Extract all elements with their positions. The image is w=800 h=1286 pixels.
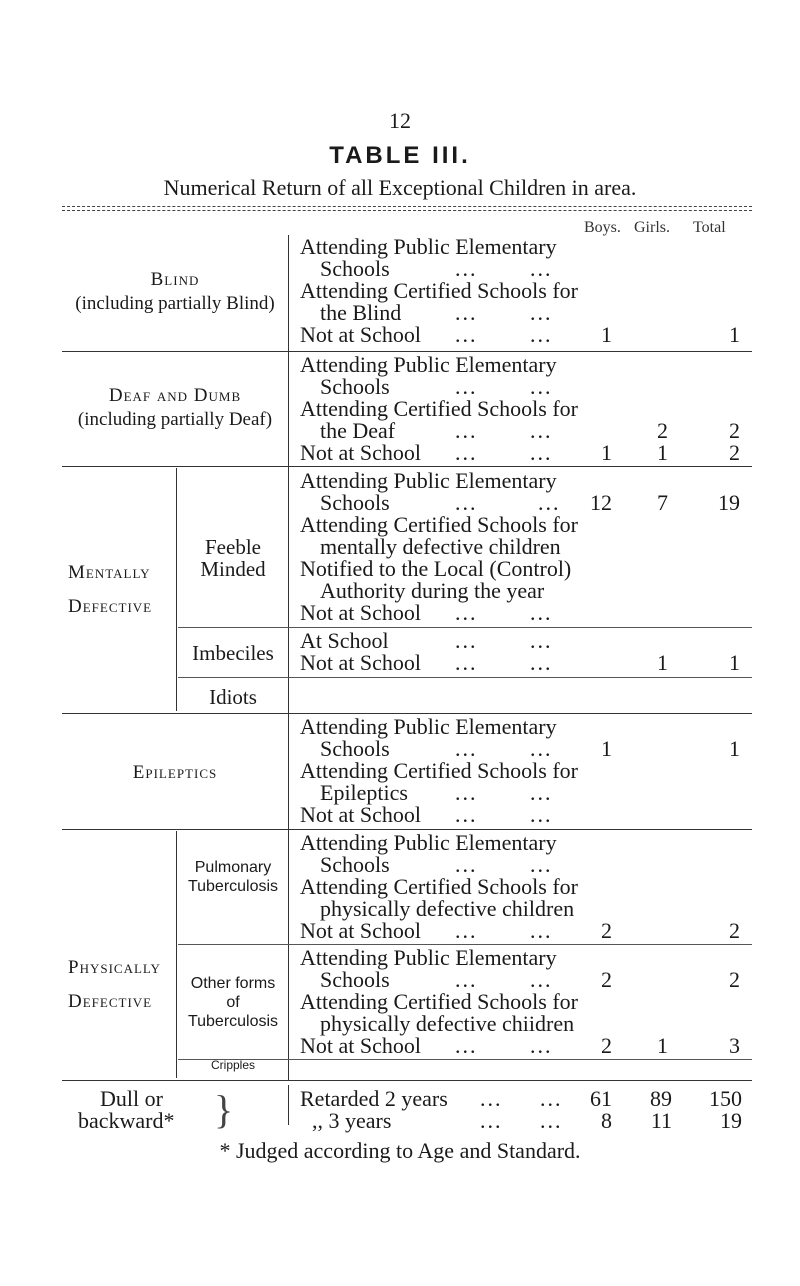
feeble-row-3-label-b: Authority during the year: [320, 578, 545, 603]
pulmonary-row-1-label-a: Attending Public Elementary: [300, 830, 557, 855]
leader-dots: ...: [455, 628, 478, 653]
category-epileptics: Epileptics: [132, 762, 218, 783]
leader-dots: ...: [530, 918, 553, 943]
leader-dots: ...: [530, 440, 553, 465]
other-tb-row-1-label-a: Attending Public Elementary: [300, 945, 557, 970]
dull-row-1-girls: 89: [650, 1086, 672, 1111]
pulmonary-label-line2: Tuberculosis: [187, 878, 279, 895]
leader-dots: ...: [455, 802, 478, 827]
leader-dots: ...: [530, 650, 553, 675]
leader-dots: ...: [455, 967, 478, 992]
deaf-row-2-label-b: the Deaf: [320, 418, 396, 443]
mentally-sub-divider: [176, 468, 177, 711]
deaf-row-3-boys: 1: [601, 440, 612, 465]
epileptics-row-2-label-b: Epileptics: [320, 780, 408, 805]
other-tb-row-3-label: Not at School: [300, 1033, 421, 1058]
leader-dots: ...: [455, 780, 478, 805]
feeble-row-1-label-b: Schools: [320, 490, 390, 515]
leader-dots: ...: [455, 374, 478, 399]
cripples-label-line1: Cripples: [210, 1058, 255, 1072]
other-tb-row-1-label-b: Schools: [320, 967, 390, 992]
category-blind-note: (including partially Blind): [75, 293, 275, 314]
blind-row-2-label-a: Attending Certified Schools for: [300, 278, 579, 303]
pulmonary-row-3-label: Not at School: [300, 918, 421, 943]
footnote: * Judged according to Age and Standard.: [219, 1138, 581, 1163]
other-tb-label-line2: of: [226, 994, 240, 1011]
blind-row-3-total: 1: [729, 322, 740, 347]
feeble-row-1-girls: 7: [657, 490, 668, 515]
blind-row-2-label-b: the Blind: [320, 300, 402, 325]
leader-dots: ...: [455, 1033, 478, 1058]
deaf-row-2-total: 2: [729, 418, 740, 443]
leader-dots: ...: [530, 300, 553, 325]
epileptics-row-1-total: 1: [729, 736, 740, 761]
physically-sub-divider: [176, 831, 177, 1078]
leader-dots: ...: [455, 600, 478, 625]
epileptics-row-1-boys: 1: [601, 736, 612, 761]
other-tb-row-2-label-a: Attending Certified Schools for: [300, 989, 579, 1014]
pulmonary-label-line1: Pulmonary: [194, 859, 272, 876]
other-tb-row-1-total: 2: [729, 967, 740, 992]
leader-dots: ...: [455, 852, 478, 877]
category-blind: Blind: [150, 269, 200, 290]
category-deaf-note: (including partially Deaf): [77, 409, 273, 430]
dull-row-1-total: 150: [709, 1086, 742, 1111]
leader-dots: ...: [530, 600, 553, 625]
col-header-boys: Boys.: [584, 219, 621, 236]
idiots-label: Idiots: [209, 685, 257, 709]
leader-dots: ...: [530, 802, 553, 827]
dull-row-2-total: 19: [720, 1108, 742, 1133]
leader-dots: ...: [480, 1086, 503, 1111]
epileptics-row-1-label-a: Attending Public Elementary: [300, 714, 557, 739]
page-number: 12: [389, 108, 411, 133]
feeble-row-1-boys: 12: [590, 490, 612, 515]
category-mentally-line2: Defective: [68, 596, 153, 617]
blind-row-1-label-a: Attending Public Elementary: [300, 234, 557, 259]
category-physically-line1: Physically: [68, 957, 161, 978]
leader-dots: ...: [455, 300, 478, 325]
top-rule: [62, 206, 752, 207]
other-tb-row-1-boys: 2: [601, 967, 612, 992]
leader-dots: ...: [540, 1086, 563, 1111]
leader-dots: ...: [530, 322, 553, 347]
dull-brace-icon: }: [214, 1087, 234, 1132]
imbeciles-row-2-label: Not at School: [300, 650, 421, 675]
pulmonary-row-3-boys: 2: [601, 918, 612, 943]
feeble-row-1-total: 19: [718, 490, 740, 515]
dull-row-2-label: ,, 3 years: [312, 1108, 392, 1133]
leader-dots: ...: [530, 967, 553, 992]
leader-dots: ...: [455, 736, 478, 761]
blind-row-3-boys: 1: [601, 322, 612, 347]
feeble-row-4-label: Not at School: [300, 600, 421, 625]
epileptics-row-1-label-b: Schools: [320, 736, 390, 761]
leader-dots: ...: [455, 322, 478, 347]
rule-physically-bottom: [62, 1080, 752, 1081]
dull-row-2-girls: 11: [650, 1108, 672, 1133]
leader-dots: ...: [538, 490, 561, 515]
deaf-row-1-label-b: Schools: [320, 374, 390, 399]
leader-dots: ...: [530, 256, 553, 281]
leader-dots: ...: [530, 1033, 553, 1058]
imbeciles-row-1-label: At School: [300, 628, 389, 653]
leader-dots: ...: [530, 628, 553, 653]
label-divider: [288, 235, 289, 1080]
deaf-row-1-label-a: Attending Public Elementary: [300, 352, 557, 377]
imbeciles-label: Imbeciles: [192, 641, 274, 665]
dull-category-line2: backward*: [78, 1108, 175, 1133]
pulmonary-row-2-label-a: Attending Certified Schools for: [300, 874, 579, 899]
rule-idiots-top: [178, 677, 752, 678]
table-subtitle: Numerical Return of all Exceptional Children in area.: [163, 175, 637, 200]
feeble-minded-line1: Feeble: [205, 535, 261, 559]
other-tb-label-line1: Other forms: [190, 975, 276, 992]
col-header-girls: Girls.: [634, 219, 670, 236]
deaf-row-3-total: 2: [729, 440, 740, 465]
label-divider-dull: [288, 1085, 289, 1125]
blind-row-1-label-b: Schools: [320, 256, 390, 281]
dull-category-line1: Dull or: [100, 1086, 163, 1111]
epileptics-row-2-label-a: Attending Certified Schools for: [300, 758, 579, 783]
rule-deaf-bottom: [62, 466, 752, 467]
table-title: TABLE III.: [329, 142, 471, 169]
leader-dots: ...: [455, 256, 478, 281]
dull-row-1-boys: 61: [590, 1086, 612, 1111]
deaf-row-2-label-a: Attending Certified Schools for: [300, 396, 579, 421]
leader-dots: ...: [455, 418, 478, 443]
col-header-total: Total: [693, 219, 726, 236]
blind-row-3-label: Not at School: [300, 322, 421, 347]
feeble-row-3-label-a: Notified to the Local (Control): [300, 556, 572, 581]
leader-dots: ...: [480, 1108, 503, 1133]
other-tb-row-3-girls: 1: [657, 1033, 668, 1058]
pulmonary-row-1-label-b: Schools: [320, 852, 390, 877]
imbeciles-row-2-total: 1: [729, 650, 740, 675]
feeble-row-1-label-a: Attending Public Elementary: [300, 468, 557, 493]
deaf-row-3-label: Not at School: [300, 440, 421, 465]
feeble-minded-line2: Minded: [200, 557, 266, 581]
other-tb-row-3-total: 3: [729, 1033, 740, 1058]
imbeciles-row-2-girls: 1: [657, 650, 668, 675]
deaf-row-3-girls: 1: [657, 440, 668, 465]
pulmonary-row-2-label-b: physically defective children: [320, 896, 575, 921]
other-tb-row-2-label-b: physically defective chiidren: [320, 1011, 575, 1036]
dull-row-2-boys: 8: [601, 1108, 612, 1133]
top-rule-2: [62, 210, 752, 211]
rule-cripples-top: [178, 1059, 752, 1060]
leader-dots: ...: [530, 736, 553, 761]
category-physically-line2: Defective: [68, 991, 153, 1012]
other-tb-label-line3: Tuberculosis: [187, 1013, 279, 1030]
leader-dots: ...: [530, 418, 553, 443]
leader-dots: ...: [530, 374, 553, 399]
leader-dots: ...: [530, 780, 553, 805]
leader-dots: ...: [455, 650, 478, 675]
dull-row-1-label: Retarded 2 years: [300, 1086, 448, 1111]
pulmonary-row-3-total: 2: [729, 918, 740, 943]
leader-dots: ...: [455, 440, 478, 465]
feeble-row-2-label-a: Attending Certified Schools for: [300, 512, 579, 537]
leader-dots: ...: [530, 852, 553, 877]
leader-dots: ...: [455, 490, 478, 515]
other-tb-row-3-boys: 2: [601, 1033, 612, 1058]
category-mentally-line1: Mentally: [68, 562, 151, 583]
leader-dots: ...: [455, 918, 478, 943]
epileptics-row-3-label: Not at School: [300, 802, 421, 827]
feeble-row-2-label-b: mentally defective children: [320, 534, 561, 559]
leader-dots: ...: [540, 1108, 563, 1133]
category-deaf: Deaf and Dumb: [108, 385, 242, 406]
deaf-row-2-girls: 2: [657, 418, 668, 443]
